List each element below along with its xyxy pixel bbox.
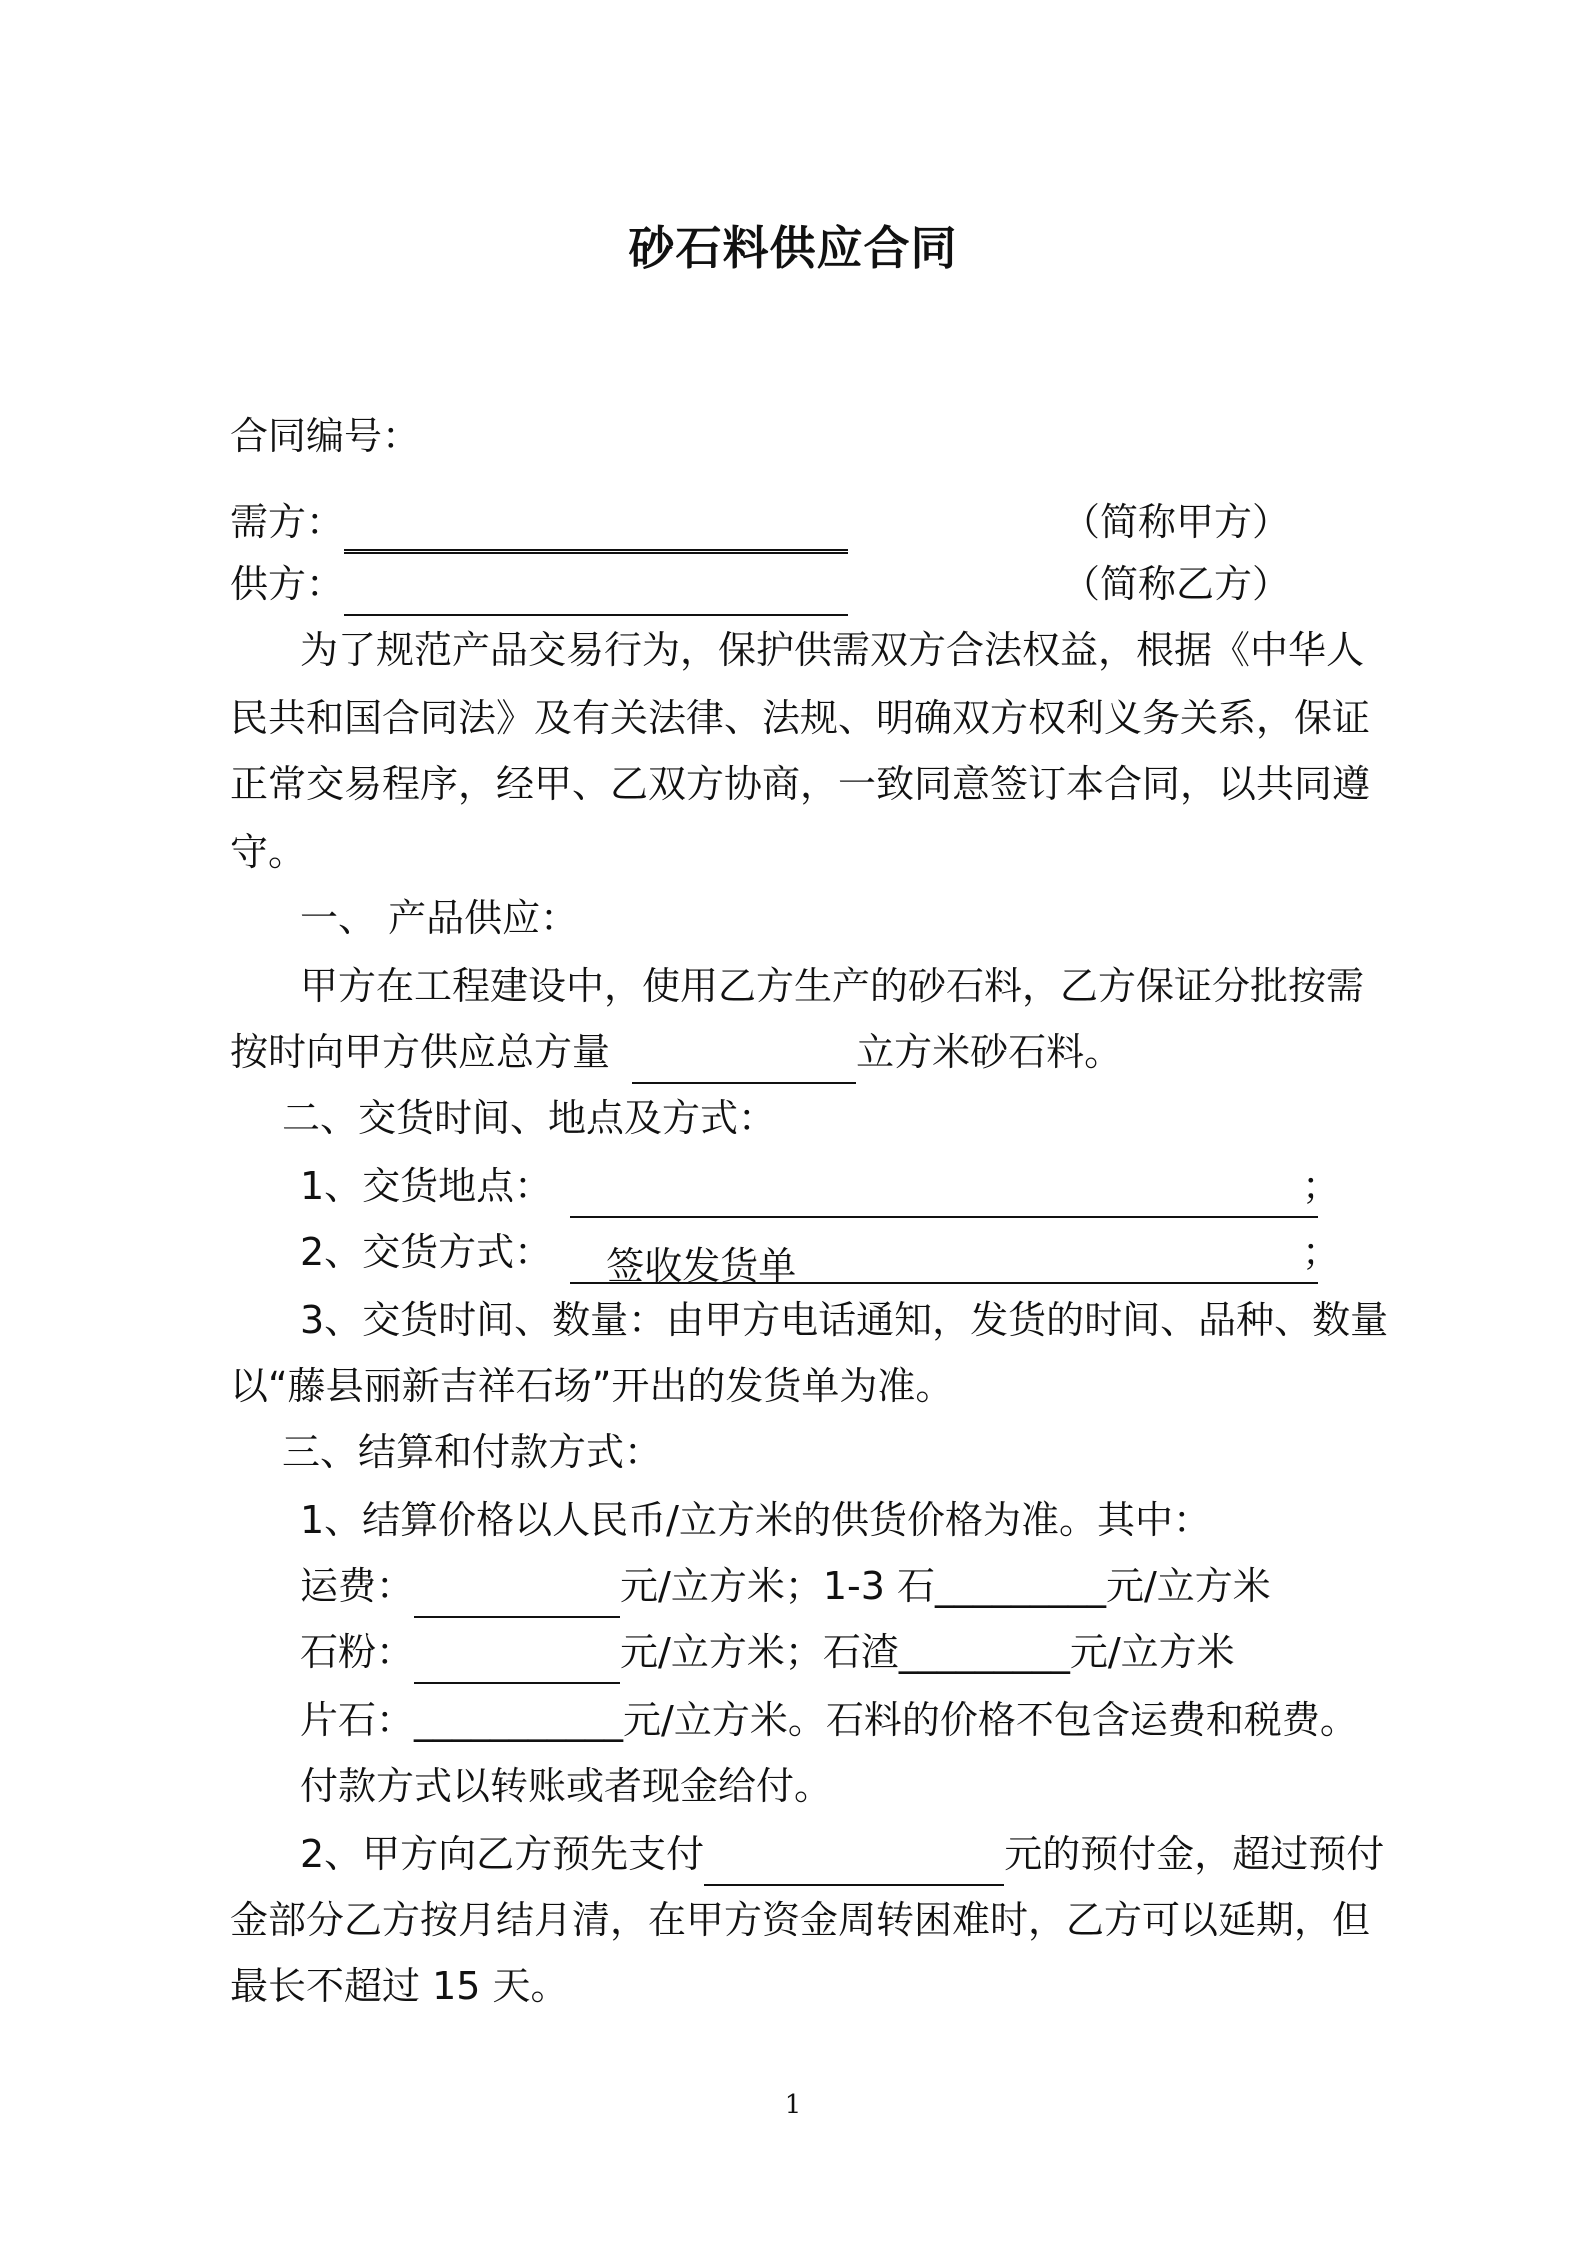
delivery-time-line1: 3、交货时间、数量：由甲方电话通知，发货的时间、品种、数量: [300, 1298, 1389, 1342]
stone-1-3-unit: 元/立方米: [1105, 1564, 1271, 1608]
buyer-line: [230, 490, 1370, 554]
slag-field[interactable]: _________: [898, 1630, 1070, 1674]
section3-heading: 三、结算和付款方式：: [282, 1430, 663, 1474]
freight-line: [300, 1554, 1370, 1618]
stone-1-3-label: 1-3 石: [822, 1564, 935, 1608]
powder-line: [300, 1620, 1370, 1684]
supply-total-field[interactable]: [632, 1034, 856, 1084]
buyer-name-field[interactable]: [344, 501, 848, 554]
contract-number-line: [230, 404, 1370, 468]
supplier-line: [230, 552, 1370, 616]
prepay-line3: 最长不超过 15 天。: [230, 1964, 569, 2008]
delivery-place-line: [300, 1154, 1370, 1218]
document-title: 砂石料供应合同: [628, 221, 958, 275]
supplier-abbr: （简称乙方）: [1061, 562, 1290, 606]
delivery-place-field[interactable]: [570, 1168, 1318, 1218]
slag-label: 石渣: [822, 1630, 899, 1674]
freight-unit: 元/立方米；: [620, 1564, 823, 1608]
supplier-name-field[interactable]: [344, 566, 848, 616]
buyer-label: 需方：: [230, 500, 345, 544]
supplier-label: 供方：: [230, 562, 345, 606]
intro-line-3: 正常交易程序，经甲、乙双方协商，一致同意签订本合同，以共同遵: [230, 762, 1371, 806]
supply-total-unit: 立方米砂石料。: [856, 1030, 1123, 1074]
page-number: 1: [784, 2090, 802, 2120]
payment-method-line: 付款方式以转账或者现金给付。: [300, 1764, 833, 1808]
delivery-method-label: 2、交货方式：: [300, 1230, 553, 1274]
flake-label: 片石：: [300, 1698, 415, 1742]
powder-label: 石粉：: [300, 1630, 415, 1674]
delivery-place-end: ；: [1301, 1164, 1340, 1208]
freight-price-field[interactable]: [414, 1568, 620, 1618]
section1-line1: 甲方在工程建设中，使用乙方生产的砂石料，乙方保证分批按需: [300, 964, 1365, 1008]
flake-field[interactable]: ___________: [414, 1698, 624, 1742]
delivery-method-value: 签收发货单: [606, 1244, 797, 1288]
powder-unit: 元/立方米；: [620, 1630, 823, 1674]
section2-heading: 二、交货时间、地点及方式：: [282, 1096, 777, 1140]
delivery-method-line: [300, 1220, 1370, 1288]
powder-price-field[interactable]: [414, 1634, 620, 1684]
prepay-label: 2、甲方向乙方预先支付: [300, 1832, 705, 1876]
buyer-abbr: （简称甲方）: [1061, 500, 1290, 544]
section1-heading: 一、 产品供应：: [300, 896, 579, 940]
delivery-method-field[interactable]: [570, 1234, 1318, 1288]
flake-line: [300, 1688, 1370, 1752]
prepay-line2: 金部分乙方按月结月清，在甲方资金周转困难时，乙方可以延期，但: [230, 1898, 1371, 1942]
intro-line-4: 守。: [230, 830, 307, 874]
delivery-place-label: 1、交货地点：: [300, 1164, 553, 1208]
slag-unit: 元/立方米: [1069, 1630, 1235, 1674]
prepay-line1: [300, 1822, 1385, 1886]
supply-total-label: 按时向甲方供应总方量: [230, 1030, 611, 1074]
delivery-method-end: ；: [1301, 1230, 1340, 1274]
prepay-post: 元的预付金，超过预付: [1004, 1832, 1385, 1876]
intro-line-1: 为了规范产品交易行为，保护供需双方合法权益，根据《中华人: [300, 628, 1365, 672]
contract-number-label: 合同编号：: [230, 414, 421, 458]
section1-line2: [230, 1020, 1370, 1084]
flake-unit-note: 元/立方米。石料的价格不包含运费和税费。: [623, 1698, 1358, 1742]
freight-label: 运费：: [300, 1564, 415, 1608]
price-basis-line: 1、结算价格以人民币/立方米的供货价格为准。其中：: [300, 1498, 1211, 1542]
stone-1-3-field[interactable]: _________: [934, 1564, 1106, 1608]
prepay-amount-field[interactable]: [704, 1836, 1004, 1886]
intro-line-2: 民共和国合同法》及有关法律、法规、明确双方权利义务关系，保证: [230, 696, 1371, 740]
delivery-time-line2: 以“藤县丽新吉祥石场”开出的发货单为准。: [230, 1364, 954, 1408]
